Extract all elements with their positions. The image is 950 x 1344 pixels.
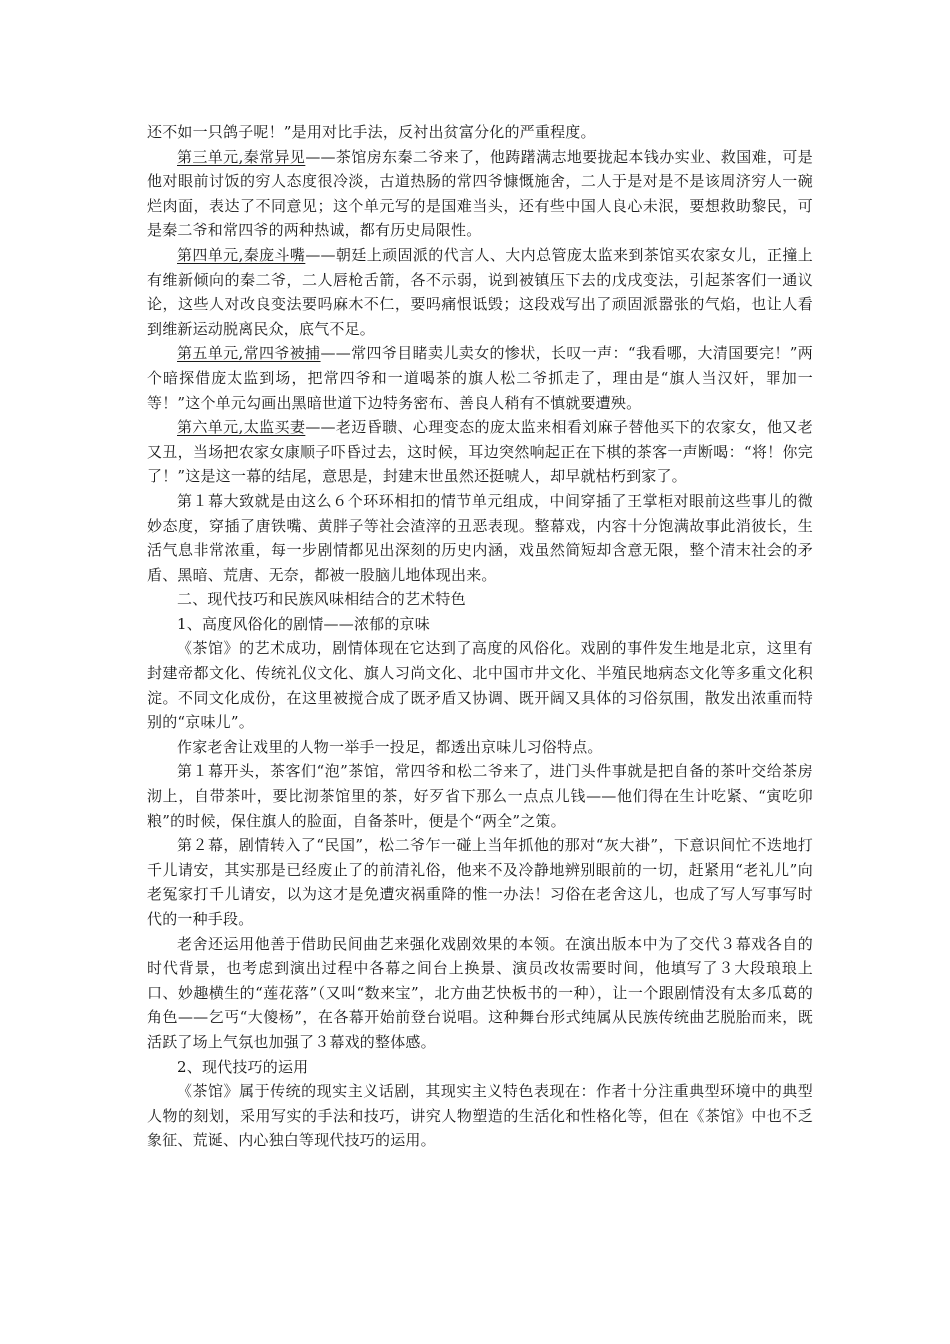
unit-heading: 第三单元,秦常异见 xyxy=(177,147,306,166)
heading-text: 2、现代技巧的运用 xyxy=(177,1057,309,1076)
paragraph-realism xyxy=(147,1079,813,1153)
subsection-heading-beijing-flavor xyxy=(147,612,813,637)
paragraph-text: 还不如一只鸽子呢！”是用对比手法，反衬出贫富分化的严重程度。 xyxy=(147,123,596,141)
subsection-heading-modern-techniques xyxy=(147,1055,813,1080)
paragraph-text: ——老迈昏聩、心理变态的庞太监来相看刘麻子替他买下的农家女，他又老又丑，当场把农家女康顺子吓昏过去，这时候，耳边突然响起正在下棋的茶客一声断喝：“将！你完了！”这是这一幕的结尾，意思是，封建末世虽然还挺唬人，却早就枯朽到家了。 xyxy=(147,418,813,486)
paragraph-unit-3 xyxy=(147,145,813,243)
paragraph-text: 作家老舍让戏里的人物一举手一投足，都透出京味儿习俗特点。 xyxy=(177,737,603,756)
paragraph-text: 《茶馆》属于传统的现实主义话剧，其现实主义特色表现在：作者十分注重典型环境中的典型人物的刻划，采用写实的手法和技巧，讲究人物塑造的生活化和性格化等，但在《茶馆》中也不乏象征、荒诞、内心独白等现代技巧的运用。 xyxy=(147,1082,813,1150)
unit-heading: 第五单元,常四爷被捕 xyxy=(177,344,321,363)
paragraph-text: ——常四爷目睹卖儿卖女的惨状，长叹一声：“我看哪，大清国要完！”两个暗探借庞太监到场，把常四爷和一道喝茶的旗人松二爷抓走了，理由是“旗人当汉奸，罪加一等！”这个单元勾画出黑暗世道下边特务密布、善良人稍有不慎就要遭殃。 xyxy=(147,344,813,412)
paragraph-intro-continuation xyxy=(147,120,813,145)
paragraph-customization xyxy=(147,636,813,734)
heading-text: 二、现代技巧和民族风味相结合的艺术特色 xyxy=(177,590,466,609)
paragraph-act1-opening xyxy=(147,759,813,833)
unit-heading: 第四单元,秦庞斗嘴 xyxy=(177,245,306,264)
paragraph-laoshe-characters xyxy=(147,735,813,760)
paragraph-text: ——朝廷上顽固派的代言人、大内总管庞太监来到茶馆买农家女儿，正撞上有维新倾向的秦二爷，二人唇枪舌箭，各不示弱，说到被镇压下去的戊戌变法，引起茶客们一通议论，这些人对改良变法要吗麻木不仁，要吗痛恨诋毁；这段戏写出了顽固派嚣张的气焰，也让人看到维新运动脱离民众，底气不足。 xyxy=(147,245,813,338)
paragraph-text: 《茶馆》的艺术成功，剧情体现在它达到了高度的风俗化。戏剧的事件发生地是北京，这里有封建帝都文化、传统礼仪文化、旗人习尚文化、北中国市井文化、半殖民地病态文化等多重文化积淀。不同文化成份，在这里被搅合成了既矛盾又协调、既开阔又具体的习俗氛围，散发出浓重而特别的“京味儿”。 xyxy=(147,639,813,732)
paragraph-act2 xyxy=(147,833,813,931)
paragraph-unit-5 xyxy=(147,341,813,415)
paragraph-text: ——茶馆房东秦二爷来了，他踌躇满志地要拢起本钱办实业、救国难，可是他对眼前讨饭的穷人态度很冷淡，古道热肠的常四爷慷慨施舍，二人于是对是不是该周济穷人一碗烂肉面，表达了不同意见；这个单元写的是国难当头，还有些中国人良心未泯，要想救助黎民，可是秦二爷和常四爷的两种热诚，都有历史局限性。 xyxy=(147,147,813,240)
paragraph-text: 第１幕开头，茶客们“泡”茶馆，常四爷和松二爷来了，进门头件事就是把自备的茶叶交给茶房沏上，自带茶叶，要比沏茶馆里的茶，好歹省下那么一点点儿钱——他们得在生计吃紧、“寅吃卯粮”的时候，保住旗人的脸面，自备茶叶，便是个“两全”之策。 xyxy=(147,762,813,830)
heading-text: 1、高度风俗化的剧情——浓郁的京味 xyxy=(177,614,430,633)
section-heading-art-features xyxy=(147,587,813,612)
document-page xyxy=(147,120,813,1153)
paragraph-unit-6 xyxy=(147,415,813,489)
paragraph-unit-4 xyxy=(147,243,813,341)
unit-heading: 第六单元,太监买妻 xyxy=(177,418,306,437)
paragraph-act1-summary xyxy=(147,489,813,587)
paragraph-text: 第１幕大致就是由这么６个环环相扣的情节单元组成，中间穿插了王掌柜对眼前这些事儿的微妙态度，穿插了唐铁嘴、黄胖子等社会渣滓的丑恶表现。整幕戏，内容十分饱满故事此消彼长，生活气息非常浓重，每一步剧情都见出深刻的历史内涵，戏虽然简短却含意无限，整个清末社会的矛盾、黑暗、荒唐、无奈，都被一股脑儿地体现出来。 xyxy=(147,491,813,584)
paragraph-text: 第２幕，剧情转入了“民国”，松二爷乍一碰上当年抓他的那对“灰大褂”，下意识间忙不迭地打千儿请安，其实那是已经废止了的前清礼俗，他来不及冷静地辨别眼前的一切，赶紧用“老礼儿”向老冤家打千儿请安，以为这才是免遭灾祸重降的惟一办法！习俗在老舍这儿，也成了写人写事写时代的一种手段。 xyxy=(147,836,813,928)
paragraph-folk-art xyxy=(147,932,813,1055)
paragraph-text: 老舍还运用他善于借助民间曲艺来强化戏剧效果的本领。在演出版本中为了交代３幕戏各自的时代背景，也考虑到演出过程中各幕之间台上换景、演员改妆需要时间，他填写了３大段琅琅上口、妙趣横生的“莲花落”（又叫“数来宝”，北方曲艺快板书的一种），让一个跟剧情没有太多瓜葛的角色——乞丐“大傻杨”，在各幕开始前登台说唱。这种舞台形式纯属从民族传统曲艺脱胎而来，既活跃了场上气氛也加强了３幕戏的整体感。 xyxy=(147,934,813,1051)
